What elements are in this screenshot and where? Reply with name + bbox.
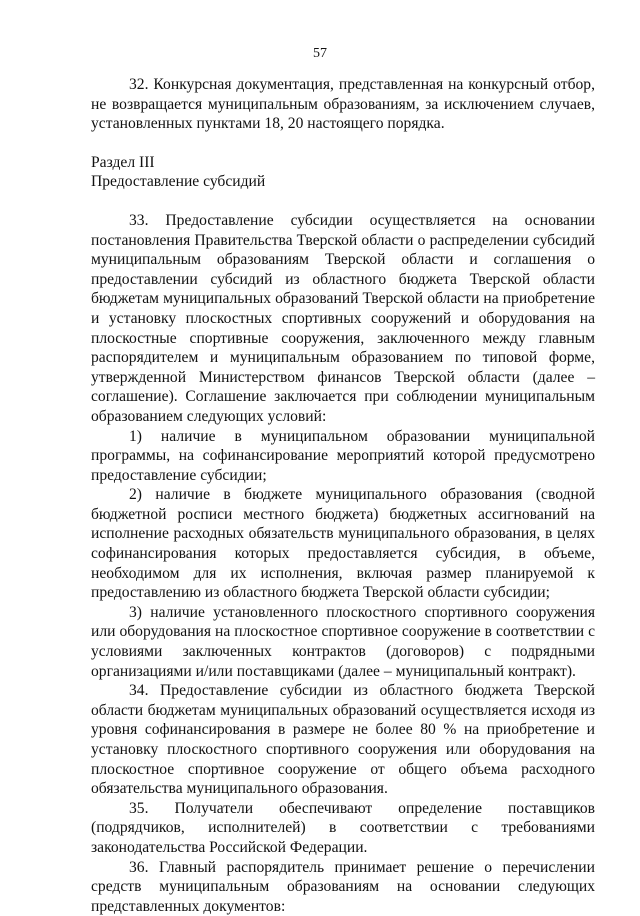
paragraph-33: 33. Предоставление субсидии осуществляется на основании постановления Правительства Тверской области о распределении субсидий муниципальным образованиям Тверской области и соглашения о предоставлении субсидий из областного бюджета Тверской области бюджетам муниципальных образований Тверской области на приобретение и установку плоскостных спортивных сооружений и оборудования на плоскостные спортивные сооружения, заключенного между главным распорядителем и муниципальным образованием по типовой форме, утвержденной Министерством финансов Тверской области (далее – соглашение). Соглашение заключается при соблюдении муниципальным образованием следующих условий: <box>91 211 595 425</box>
section-title: Предоставление субсидий <box>91 173 266 191</box>
document-body <box>91 75 595 916</box>
condition-3: 3) наличие установленного плоскостного спортивного сооружения или оборудования на плоскостное спортивное сооружение в соответствии с условиями заключенных контрактов (договоров) с подрядными организациями и/или поставщиками (далее – муниципальный контракт). <box>91 603 595 680</box>
page-number: 57 <box>313 46 327 61</box>
section-number: Раздел III <box>91 153 155 171</box>
paragraph-36: 36. Главный распорядитель принимает решение о перечислении средств муниципальным образованиям на основании следующих представленных документов: <box>91 858 595 915</box>
paragraph-35: 35. Получатели обеспечивают определение поставщиков (подрядчиков, исполнителей) в соответствии с требованиями законодательства Российской Федерации. <box>91 799 595 856</box>
condition-1: 1) наличие в муниципальном образовании муниципальной программы, на софинансирование мероприятий которой предусмотрено предоставление субсидии; <box>91 427 595 484</box>
paragraph-32: 32. Конкурсная документация, представленная на конкурсный отбор, не возвращается муниципальным образованиям, за исключением случаев, установленных пунктами 18, 20 настоящего порядка. <box>91 76 595 133</box>
condition-2: 2) наличие в бюджете муниципального образования (сводной бюджетной росписи местного бюджета) бюджетных ассигнований на исполнение расходных обязательств муниципального образования, в целях софинансирования которых предоставляется субсидия, в объеме, необходимом для их исполнения, включая размер планируемой к предоставлению из областного бюджета Тверской области субсидии; <box>91 486 595 602</box>
paragraph-34: 34. Предоставление субсидии из областного бюджета Тверской области бюджетам муниципальных образований осуществляется исходя из уровня софинансирования в размере не более 80 % на приобретение и установку плоскостного спортивного сооружения или оборудования на плоскостное спортивное сооружение от общего объема расходного обязательства муниципального образования. <box>91 682 595 798</box>
